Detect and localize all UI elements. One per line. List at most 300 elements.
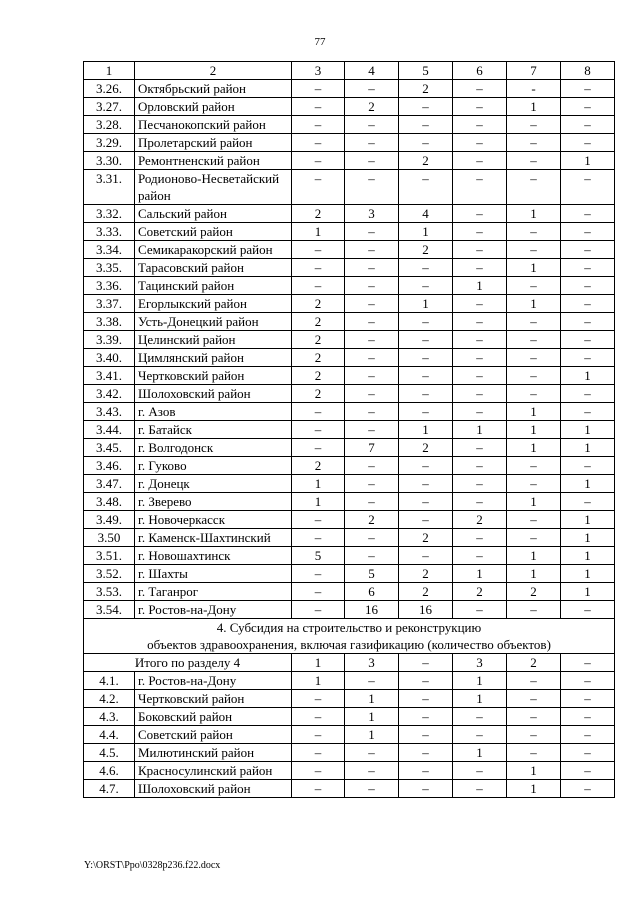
value-cell: – <box>399 116 453 134</box>
row-name: Чертковский район <box>135 690 292 708</box>
value-cell: – <box>561 259 615 277</box>
header-cell: 8 <box>561 62 615 80</box>
row-number: 4.1. <box>84 672 135 690</box>
value-cell: 2 <box>292 313 345 331</box>
row-number: 3.47. <box>84 475 135 493</box>
row-name: Цимлянский район <box>135 349 292 367</box>
value-cell: – <box>292 726 345 744</box>
table-row <box>84 367 615 385</box>
value-cell: – <box>561 205 615 223</box>
value-cell: – <box>292 403 345 421</box>
value-cell: – <box>453 295 507 313</box>
value-cell: – <box>345 457 399 475</box>
value-cell: 2 <box>399 565 453 583</box>
value-cell: – <box>453 493 507 511</box>
row-number: 3.45. <box>84 439 135 457</box>
value-cell: – <box>561 726 615 744</box>
value-cell: – <box>453 313 507 331</box>
row-name: Тацинский район <box>135 277 292 295</box>
value-cell: – <box>561 277 615 295</box>
value-cell: – <box>292 116 345 134</box>
value-cell: – <box>561 708 615 726</box>
table-row <box>84 708 615 726</box>
row-number: 3.52. <box>84 565 135 583</box>
value-cell: – <box>292 170 345 205</box>
row-number: 3.33. <box>84 223 135 241</box>
value-cell: – <box>507 601 561 619</box>
value-cell: – <box>292 529 345 547</box>
value-cell: - <box>507 80 561 98</box>
value-cell: – <box>561 241 615 259</box>
value-cell: – <box>453 98 507 116</box>
value-cell: 1 <box>453 277 507 295</box>
file-path-footer: Y:\ORST\Ppo\0328p236.f22.docx <box>84 860 221 871</box>
value-cell: 2 <box>399 241 453 259</box>
value-cell: – <box>453 780 507 798</box>
value-cell: – <box>292 439 345 457</box>
value-cell: – <box>561 223 615 241</box>
value-cell: 2 <box>345 98 399 116</box>
value-cell: – <box>345 313 399 331</box>
value-cell: – <box>453 80 507 98</box>
value-cell: 16 <box>345 601 399 619</box>
value-cell: – <box>399 259 453 277</box>
table-row <box>84 439 615 457</box>
value-cell: – <box>345 475 399 493</box>
value-cell: – <box>507 152 561 170</box>
table-row <box>84 313 615 331</box>
table-row <box>84 547 615 565</box>
total-value-cell: – <box>561 654 615 672</box>
value-cell: – <box>292 134 345 152</box>
row-name: г. Донецк <box>135 475 292 493</box>
row-number: 3.39. <box>84 331 135 349</box>
total-label: Итого по разделу 4 <box>84 654 292 672</box>
row-name: г. Ростов-на-Дону <box>135 601 292 619</box>
row-name: г. Ростов-на-Дону <box>135 672 292 690</box>
table-row <box>84 457 615 475</box>
row-number: 3.38. <box>84 313 135 331</box>
table-row <box>84 475 615 493</box>
row-number: 3.40. <box>84 349 135 367</box>
value-cell: – <box>453 601 507 619</box>
row-name: г. Новошахтинск <box>135 547 292 565</box>
header-cell: 4 <box>345 62 399 80</box>
value-cell: – <box>453 762 507 780</box>
value-cell: – <box>453 439 507 457</box>
row-number: 4.5. <box>84 744 135 762</box>
row-number: 3.34. <box>84 241 135 259</box>
value-cell: – <box>345 152 399 170</box>
table-row <box>84 762 615 780</box>
row-number: 3.50 <box>84 529 135 547</box>
value-cell: 1 <box>507 259 561 277</box>
value-cell: – <box>399 331 453 349</box>
value-cell: – <box>453 367 507 385</box>
value-cell: – <box>292 583 345 601</box>
value-cell: – <box>507 726 561 744</box>
value-cell: – <box>345 116 399 134</box>
value-cell: – <box>453 457 507 475</box>
value-cell: – <box>561 744 615 762</box>
row-name: г. Азов <box>135 403 292 421</box>
row-number: 3.46. <box>84 457 135 475</box>
value-cell: – <box>345 295 399 313</box>
row-name: Пролетарский район <box>135 134 292 152</box>
value-cell: 1 <box>561 152 615 170</box>
table-row <box>84 744 615 762</box>
value-cell: – <box>561 80 615 98</box>
value-cell: 1 <box>292 223 345 241</box>
value-cell: 2 <box>292 331 345 349</box>
value-cell: 2 <box>399 80 453 98</box>
value-cell: – <box>561 134 615 152</box>
header-cell: 2 <box>135 62 292 80</box>
value-cell: – <box>507 277 561 295</box>
value-cell: – <box>345 367 399 385</box>
value-cell: – <box>561 762 615 780</box>
row-number: 3.31. <box>84 170 135 205</box>
value-cell: – <box>292 259 345 277</box>
value-cell: – <box>561 170 615 205</box>
value-cell: – <box>507 367 561 385</box>
value-cell: – <box>345 403 399 421</box>
header-cell: 3 <box>292 62 345 80</box>
value-cell: – <box>561 349 615 367</box>
row-number: 4.7. <box>84 780 135 798</box>
table-row <box>84 241 615 259</box>
value-cell: – <box>399 349 453 367</box>
value-cell: 5 <box>345 565 399 583</box>
value-cell: – <box>292 98 345 116</box>
row-number: 3.42. <box>84 385 135 403</box>
value-cell: 2 <box>292 349 345 367</box>
value-cell: – <box>507 457 561 475</box>
value-cell: – <box>399 367 453 385</box>
value-cell: – <box>292 277 345 295</box>
row-name: Советский район <box>135 223 292 241</box>
value-cell: 1 <box>345 708 399 726</box>
value-cell: 1 <box>507 565 561 583</box>
value-cell: 2 <box>453 511 507 529</box>
value-cell: 2 <box>399 529 453 547</box>
total-value-cell: 2 <box>507 654 561 672</box>
value-cell: 1 <box>507 295 561 313</box>
table-row <box>84 565 615 583</box>
row-name: Усть-Донецкий район <box>135 313 292 331</box>
value-cell: 1 <box>507 98 561 116</box>
value-cell: – <box>507 116 561 134</box>
section-title-line: объектов здравоохранения, включая газификацию (количество объектов) <box>147 637 551 652</box>
value-cell: – <box>453 349 507 367</box>
value-cell: 2 <box>292 205 345 223</box>
value-cell: 5 <box>292 547 345 565</box>
value-cell: 1 <box>507 421 561 439</box>
value-cell: – <box>345 277 399 295</box>
value-cell: – <box>561 493 615 511</box>
row-name: Чертковский район <box>135 367 292 385</box>
value-cell: – <box>561 780 615 798</box>
value-cell: – <box>453 529 507 547</box>
value-cell: 1 <box>453 690 507 708</box>
row-number: 3.37. <box>84 295 135 313</box>
value-cell: 1 <box>292 493 345 511</box>
value-cell: – <box>345 80 399 98</box>
value-cell: – <box>345 241 399 259</box>
value-cell: 16 <box>399 601 453 619</box>
value-cell: – <box>561 457 615 475</box>
value-cell: 1 <box>507 762 561 780</box>
value-cell: 1 <box>292 475 345 493</box>
row-name: Тарасовский район <box>135 259 292 277</box>
value-cell: 2 <box>292 295 345 313</box>
value-cell: 1 <box>561 583 615 601</box>
value-cell: 7 <box>345 439 399 457</box>
value-cell: – <box>561 295 615 313</box>
value-cell: – <box>561 313 615 331</box>
value-cell: – <box>507 134 561 152</box>
table-row <box>84 529 615 547</box>
value-cell: – <box>292 80 345 98</box>
row-name: Советский район <box>135 726 292 744</box>
value-cell: – <box>345 170 399 205</box>
value-cell: – <box>292 152 345 170</box>
row-number: 3.30. <box>84 152 135 170</box>
value-cell: – <box>453 170 507 205</box>
row-number: 3.29. <box>84 134 135 152</box>
table-row <box>84 690 615 708</box>
table-row <box>84 780 615 798</box>
value-cell: – <box>453 259 507 277</box>
value-cell: – <box>453 205 507 223</box>
table-row <box>84 277 615 295</box>
value-cell: – <box>399 690 453 708</box>
value-cell: 2 <box>399 439 453 457</box>
section-heading <box>84 619 615 654</box>
value-cell: – <box>399 457 453 475</box>
value-cell: 2 <box>292 367 345 385</box>
value-cell: – <box>561 690 615 708</box>
value-cell: 1 <box>561 565 615 583</box>
value-cell: – <box>399 313 453 331</box>
row-number: 3.32. <box>84 205 135 223</box>
row-name: Шолоховский район <box>135 385 292 403</box>
row-number: 3.53. <box>84 583 135 601</box>
value-cell: – <box>453 475 507 493</box>
value-cell: 1 <box>561 421 615 439</box>
value-cell: – <box>399 403 453 421</box>
table-row <box>84 493 615 511</box>
row-number: 3.44. <box>84 421 135 439</box>
total-value-cell: 3 <box>453 654 507 672</box>
value-cell: 1 <box>399 295 453 313</box>
value-cell: – <box>345 762 399 780</box>
value-cell: – <box>561 385 615 403</box>
table-row <box>84 205 615 223</box>
table-row <box>84 259 615 277</box>
value-cell: – <box>292 565 345 583</box>
row-name: г. Батайск <box>135 421 292 439</box>
value-cell: – <box>399 780 453 798</box>
table-row <box>84 152 615 170</box>
total-value-cell: 3 <box>345 654 399 672</box>
value-cell: 1 <box>453 565 507 583</box>
value-cell: – <box>292 780 345 798</box>
row-name: г. Гуково <box>135 457 292 475</box>
row-number: 3.27. <box>84 98 135 116</box>
value-cell: 6 <box>345 583 399 601</box>
value-cell: 1 <box>561 511 615 529</box>
value-cell: – <box>399 547 453 565</box>
header-cell: 6 <box>453 62 507 80</box>
table-row <box>84 726 615 744</box>
value-cell: – <box>345 744 399 762</box>
table-row <box>84 295 615 313</box>
row-name: Целинский район <box>135 331 292 349</box>
value-cell: 1 <box>507 547 561 565</box>
value-cell: 4 <box>399 205 453 223</box>
row-number: 4.2. <box>84 690 135 708</box>
table-row <box>84 98 615 116</box>
row-name: Сальский район <box>135 205 292 223</box>
row-name: Родионово-Несветайский район <box>135 170 292 205</box>
value-cell: 2 <box>292 457 345 475</box>
value-cell: – <box>399 134 453 152</box>
row-name: Семикаракорский район <box>135 241 292 259</box>
value-cell: – <box>507 690 561 708</box>
value-cell: 2 <box>507 583 561 601</box>
value-cell: – <box>453 726 507 744</box>
row-name: г. Волгодонск <box>135 439 292 457</box>
value-cell: – <box>453 152 507 170</box>
page-number: 77 <box>314 36 326 48</box>
table-row <box>84 223 615 241</box>
value-cell: – <box>292 511 345 529</box>
table-row <box>84 116 615 134</box>
value-cell: – <box>399 385 453 403</box>
table-row <box>84 403 615 421</box>
value-cell: 1 <box>345 690 399 708</box>
row-number: 3.26. <box>84 80 135 98</box>
value-cell: – <box>345 672 399 690</box>
table-row <box>84 170 615 205</box>
value-cell: – <box>507 672 561 690</box>
row-number: 3.36. <box>84 277 135 295</box>
value-cell: – <box>399 511 453 529</box>
value-cell: 1 <box>561 529 615 547</box>
header-cell: 7 <box>507 62 561 80</box>
value-cell: – <box>507 331 561 349</box>
table-row <box>84 349 615 367</box>
row-name: г. Таганрог <box>135 583 292 601</box>
row-name: Егорлыкский район <box>135 295 292 313</box>
value-cell: – <box>292 241 345 259</box>
value-cell: – <box>507 349 561 367</box>
value-cell: 1 <box>507 403 561 421</box>
table-row <box>84 421 615 439</box>
value-cell: – <box>453 385 507 403</box>
value-cell: – <box>399 277 453 295</box>
header-cell: 5 <box>399 62 453 80</box>
table-row <box>84 672 615 690</box>
value-cell: 2 <box>399 152 453 170</box>
value-cell: – <box>507 511 561 529</box>
value-cell: – <box>345 134 399 152</box>
value-cell: – <box>453 331 507 349</box>
value-cell: – <box>345 349 399 367</box>
table-row <box>84 511 615 529</box>
table-row <box>84 331 615 349</box>
value-cell: – <box>507 744 561 762</box>
value-cell: – <box>345 421 399 439</box>
row-number: 3.54. <box>84 601 135 619</box>
total-row <box>84 654 615 672</box>
value-cell: – <box>453 547 507 565</box>
value-cell: – <box>399 708 453 726</box>
section-title-line: 4. Субсидия на строительство и реконструкцию <box>216 620 482 635</box>
value-cell: – <box>507 529 561 547</box>
section-heading-row <box>84 619 615 654</box>
row-name: Орловский район <box>135 98 292 116</box>
row-number: 4.6. <box>84 762 135 780</box>
value-cell: 1 <box>561 475 615 493</box>
table-row <box>84 134 615 152</box>
value-cell: – <box>507 223 561 241</box>
value-cell: – <box>399 475 453 493</box>
value-cell: 1 <box>399 421 453 439</box>
value-cell: 1 <box>453 672 507 690</box>
row-name: Красносулинский район <box>135 762 292 780</box>
value-cell: – <box>453 134 507 152</box>
value-cell: – <box>345 331 399 349</box>
value-cell: – <box>507 708 561 726</box>
value-cell: – <box>292 690 345 708</box>
value-cell: – <box>453 116 507 134</box>
row-name: Песчанокопский район <box>135 116 292 134</box>
value-cell: 1 <box>399 223 453 241</box>
value-cell: 1 <box>507 780 561 798</box>
value-cell: – <box>507 385 561 403</box>
value-cell: – <box>399 672 453 690</box>
row-name: г. Новочеркасск <box>135 511 292 529</box>
value-cell: 1 <box>345 726 399 744</box>
value-cell: – <box>561 403 615 421</box>
value-cell: – <box>453 241 507 259</box>
table-row <box>84 80 615 98</box>
value-cell: – <box>561 672 615 690</box>
row-number: 4.3. <box>84 708 135 726</box>
value-cell: – <box>561 331 615 349</box>
header-row <box>84 62 615 80</box>
value-cell: 2 <box>399 583 453 601</box>
value-cell: 1 <box>453 421 507 439</box>
table-row <box>84 385 615 403</box>
value-cell: – <box>399 762 453 780</box>
value-cell: – <box>561 601 615 619</box>
value-cell: – <box>561 116 615 134</box>
value-cell: – <box>345 529 399 547</box>
row-name: Милютинский район <box>135 744 292 762</box>
total-value-cell: 1 <box>292 654 345 672</box>
value-cell: – <box>399 493 453 511</box>
value-cell: 1 <box>292 672 345 690</box>
value-cell: 2 <box>292 385 345 403</box>
header-cell: 1 <box>84 62 135 80</box>
value-cell: – <box>292 762 345 780</box>
row-name: г. Каменск-Шахтинский <box>135 529 292 547</box>
value-cell: – <box>345 493 399 511</box>
value-cell: 1 <box>453 744 507 762</box>
